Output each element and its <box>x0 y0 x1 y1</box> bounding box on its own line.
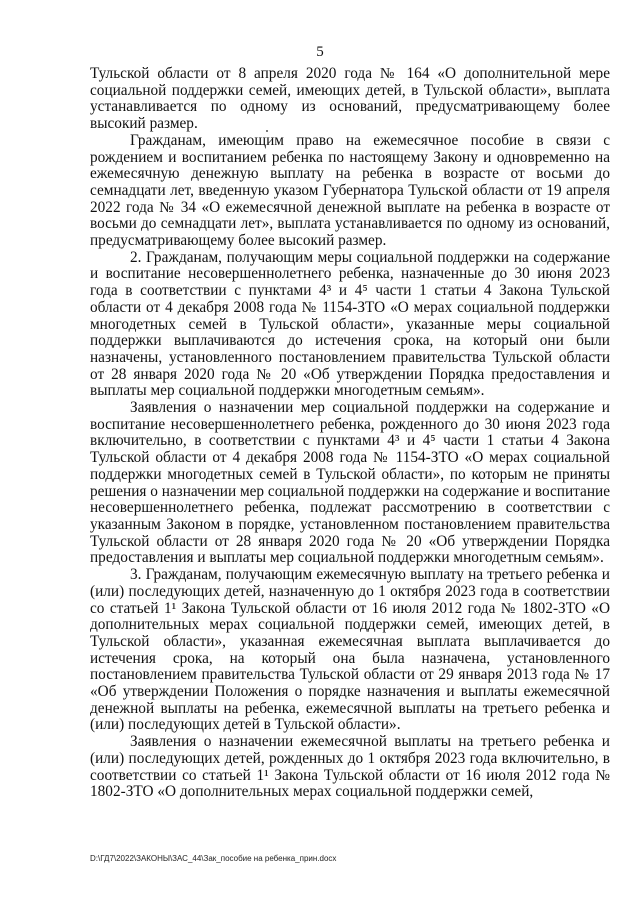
paragraph: Гражданам, имеющим право на ежемесячное пособие в связи с рождением и воспитанием ребенка по настоящему Закону и одновременно на ежемесячную денежную выплату на ребенка в возрасте от восьми до семнадцати лет, введенную указом Губернатора Тульской области от 19 апреля 2022 года № 34 «О ежемесячной денежной выплате на ребенка в возрасте от восьми до семнадцати лет», выплата устанавливается по одному из оснований, предусматривающему более высокий размер. <box>90 131 610 250</box>
page-number: 5 <box>316 44 324 60</box>
paragraph: 3. Гражданам, получающим ежемесячную выплату на третьего ребенка и (или) последующих детей, назначенную до 1 октября 2023 года в соответствии со статьей 1¹ Закона Тульской области от 16 июля 2012 года № 1802-ЗТО «О дополнительных мерах социальной поддержки семей, имеющих детей, в Тульской области», указанная ежемесячная выплата выплачивается до истечения срока, на который она была назначена, установленного постановлением правительства Тульской области от 29 января 2013 года № 17 «Об утверждении Положения о порядке назначения и выплаты ежемесячной денежной выплаты на ребенка, ежемесячной выплаты на третьего ребенка и (или) последующих детей в Тульской области». <box>90 566 610 734</box>
paragraph: Заявления о назначении ежемесячной выплаты на третьего ребенка и (или) последующих детей, рожденных до 1 октября 2023 года включительно, в соответствии со статьей 1¹ Закона Тульской области от 16 июля 2012 года № 1802-ЗТО «О дополнительных мерах социальной поддержки семей, <box>90 733 610 801</box>
document-body <box>90 66 610 801</box>
paragraph: Заявления о назначении мер социальной поддержки на содержание и воспитание несовершеннолетнего ребенка, рожденного до 30 июня 2023 года включительно, в соответствии с пунктами 4³ и 4⁵ части 1 статьи 4 Закона Тульской области от 4 декабря 2008 года № 1154-ЗТО «О мерах социальной поддержки многодетных семей в Тульской области», по которым не приняты решения о назначении мер социальной поддержки на содержание и воспитание несовершеннолетнего ребенка, подлежат рассмотрению в соответствии с указанным Законом в порядке, установленном постановлением правительства Тульской области от 28 января 2020 года № 20 «Об утверждении Порядка предоставления и выплаты мер социальной поддержки многодетным семьям». <box>90 399 611 567</box>
paragraph: Тульской области от 8 апреля 2020 года № 164 «О дополнительной мере социальной поддержки семей, имеющих детей, в Тульской области», выплата устанавливается по одному из оснований, предусматривающему более высокий размер. <box>90 65 610 133</box>
paragraph: 2. Гражданам, получающим меры социальной поддержки на содержание и воспитание несовершеннолетнего ребенка, назначенные до 30 июня 2023 года в соответствии с пунктами 4³ и 4⁵ части 1 статьи 4 Закона Тульской области от 4 декабря 2008 года № 1154-ЗТО «О мерах социальной поддержки многодетных семей в Тульской области», указанные меры социальной поддержки выплачиваются до истечения срока, на который они были назначены, установленного постановлением правительства Тульской области от 28 января 2020 года № 20 «Об утверждении Порядка предоставления и выплаты мер социальной поддержки многодетным семьям». <box>90 248 610 400</box>
scan-speck <box>266 130 268 132</box>
file-path-footer: D:\ГД7\2022\ЗАКОНЫ\ЗАС_44\Зак_пособие на ребенка_прин.docx <box>90 854 337 863</box>
